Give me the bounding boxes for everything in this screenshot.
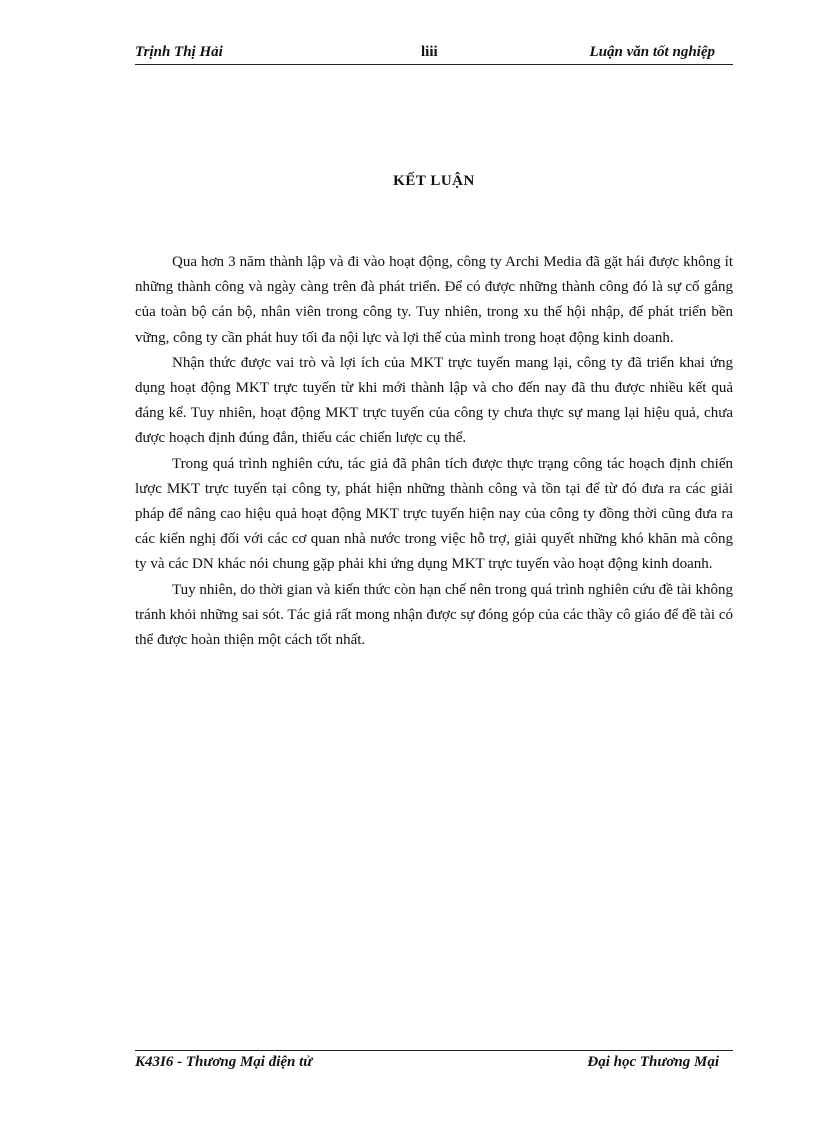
footer-university: Đại học Thương Mại [587, 1054, 719, 1070]
paragraph-4: Tuy nhiên, do thời gian và kiến thức còn hạn chế nên trong quá trình nghiên cứu đề tài không tránh khỏi những sai sót. Tác giả rất mong nhận được sự đóng góp của các thầy cô giáo để đề tài có thể được hoàn thiện một cách tốt nhất. [135, 581, 733, 649]
footer-class-info: K43I6 - Thương Mại điện tử [135, 1054, 313, 1070]
page-footer [135, 1050, 733, 1070]
paragraph-3: Trong quá trình nghiên cứu, tác giả đã phân tích được thực trạng công tác hoạch định chiến lược MKT trực tuyến tại công ty, phát hiện những thành công và tồn tại để từ đó đưa ra các giải pháp để nâng cao hiệu quả hoạt động MKT trực tuyến hiện nay của công ty đồng thời cũng đưa ra các kiến nghị đối với các cơ quan nhà nước trong việc hỗ trợ, giải quyết những khó khăn mà công ty và các DN khác nói chung gặp phải khi ứng dụng MKT trực tuyến vào hoạt động kinh doanh. [135, 455, 733, 573]
paragraph-1: Qua hơn 3 năm thành lập và đi vào hoạt động, công ty Archi Media đã gặt hái được không ít những thành công và ngày càng trên đà phát triển. Để có được những thành công đó là sự cố gắng của toàn bộ cán bộ, nhân viên trong công ty. Tuy nhiên, trong xu thế hội nhập, để phát triển bền vững, công ty cần phát huy tối đa nội lực và lợi thế của mình trong hoạt động kinh doanh. [135, 254, 733, 346]
header-author: Trịnh Thị Hải [135, 44, 223, 60]
section-title: KẾT LUẬN [393, 173, 475, 189]
paragraph-2: Nhận thức được vai trò và lợi ích của MKT trực tuyến mang lại, công ty đã triển khai ứng dụng hoạt động MKT trực tuyến từ khi mới thành lập và cho đến nay đã thu được nhiều kết quả đáng kể. Tuy nhiên, hoạt động MKT trực tuyến của công ty chưa thực sự mang lại hiệu quả, chưa được hoạch định đúng đắn, thiếu các chiến lược cụ thể. [135, 354, 733, 447]
page-header [135, 44, 733, 65]
document-body [135, 250, 733, 653]
header-doc-type: Luận văn tốt nghiệp [589, 44, 715, 60]
header-page-number: liii [421, 44, 438, 60]
